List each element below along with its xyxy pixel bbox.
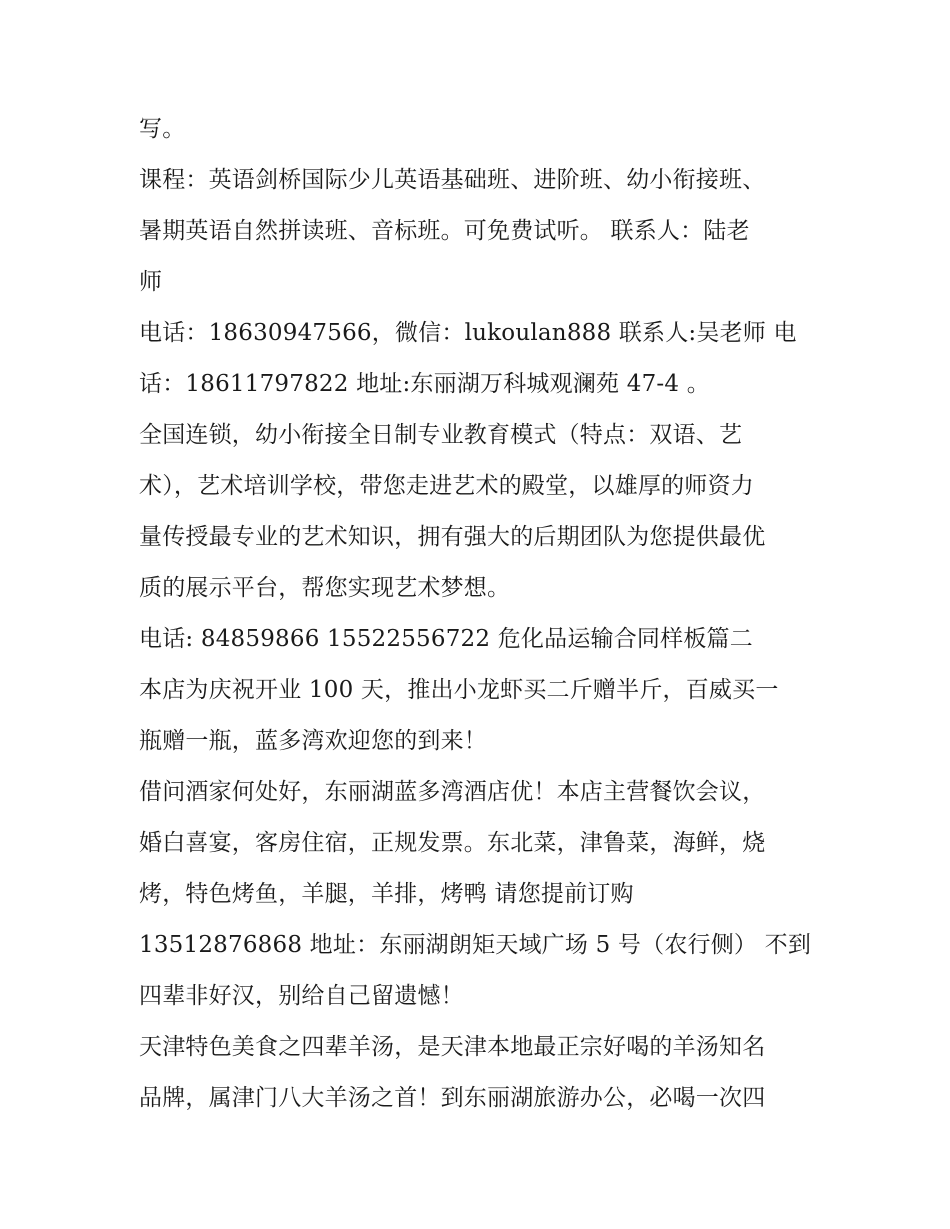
text-line: 课程：英语剑桥国际少儿英语基础班、进阶班、幼小衔接班、 — [139, 167, 766, 193]
text-line: 13512876868 地址：东丽湖朗矩天域广场 5 号（农行侧） 不到 — [139, 932, 812, 958]
text-line: 电话: 84859866 15522556722 危化品运输合同样板篇二 — [139, 626, 753, 652]
text-line: 师 — [139, 269, 163, 295]
text-line: 电话：18630947566，微信：lukoulan888 联系人:吴老师 电 — [139, 320, 797, 346]
text-line: 写。 — [139, 116, 186, 142]
text-line: 天津特色美食之四辈羊汤，是天津本地最正宗好喝的羊汤知名 — [139, 1034, 766, 1060]
text-line: 烤，特色烤鱼，羊腿，羊排，烤鸭 请您提前订购 — [139, 881, 634, 907]
text-line: 借问酒家何处好，东丽湖蓝多湾酒店优！本店主营餐饮会议， — [139, 779, 766, 805]
text-line: 全国连锁，幼小衔接全日制专业教育模式（特点：双语、艺 — [139, 422, 743, 448]
text-line: 瓶赠一瓶，蓝多湾欢迎您的到来！ — [139, 728, 487, 754]
text-line: 话：18611797822 地址:东丽湖万科城观澜苑 47-4 。 — [139, 371, 710, 397]
text-line: 质的展示平台，帮您实现艺术梦想。 — [139, 575, 511, 601]
text-line: 品牌，属津门八大羊汤之首！到东丽湖旅游办公，必喝一次四 — [139, 1085, 766, 1111]
text-line: 量传授最专业的艺术知识，拥有强大的后期团队为您提供最优 — [139, 524, 766, 550]
text-line: 术），艺术培训学校，带您走进艺术的殿堂，以雄厚的师资力 — [139, 473, 754, 499]
text-line: 婚白喜宴，客房住宿，正规发票。东北菜，津鲁菜，海鲜，烧 — [139, 830, 766, 856]
document-body — [139, 104, 829, 1124]
text-line: 四辈非好汉，别给自己留遗憾！ — [139, 983, 464, 1009]
text-line: 暑期英语自然拼读班、音标班。可免费试听。 联系人：陆老 — [139, 218, 750, 244]
text-line: 本店为庆祝开业 100 天，推出小龙虾买二斤赠半斤，百威买一 — [139, 677, 779, 703]
